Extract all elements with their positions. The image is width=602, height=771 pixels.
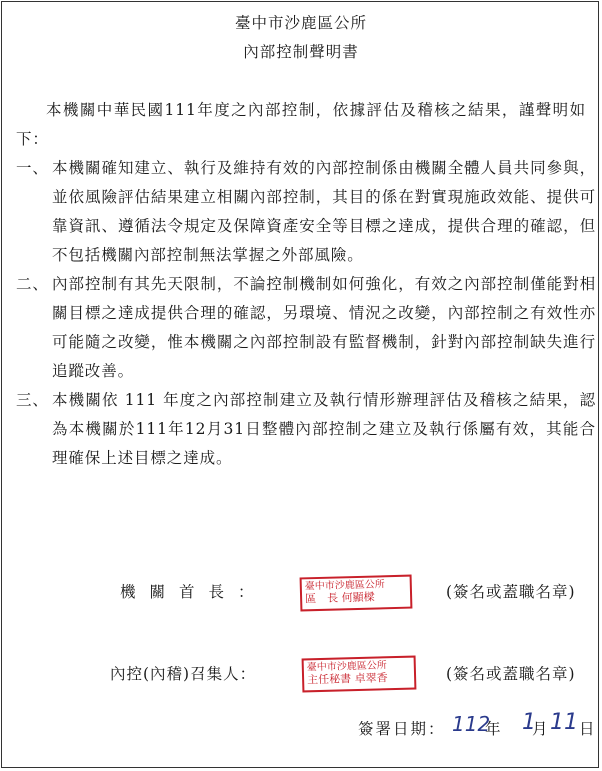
year-unit: 年 <box>485 720 501 738</box>
signature-note: (簽名或蓋職名章) <box>446 665 576 683</box>
statement-item-1 <box>16 154 596 270</box>
signature-note: (簽名或蓋職名章) <box>446 583 576 601</box>
agency-head-stamp <box>300 575 413 612</box>
intro-paragraph: 本機關中華民國111年度之內部控制，依據評估及稽核之結果，謹聲明如下： <box>16 101 586 148</box>
item-number: 一、 <box>16 159 49 177</box>
document-title: 內部控制聲明書 <box>243 43 359 61</box>
agency-head-label: 機關首長： <box>120 583 268 601</box>
stamp-line: 臺中市沙鹿區公所 <box>306 660 387 674</box>
statement-item-2 <box>16 270 596 386</box>
statement-document <box>1 1 599 768</box>
item-number: 三、 <box>16 391 49 409</box>
item-text: 內部控制有其先天限制，不論控制機制如何強化，有效之內部控制僅能對相關目標之達成提供合理的確認，另環境、情況之改變，內部控制之有效性亦可能隨之改變，惟本機關之內部控制設有監督機制，針對內部控制缺失進行追蹤改善。 <box>52 275 596 380</box>
statement-item-3 <box>16 386 596 473</box>
stamp-line: 區 長 何顯樑 <box>304 590 375 606</box>
convener-label: 內控(內稽)召集人： <box>110 665 257 683</box>
stamp-line: 主任秘書 卓翠香 <box>306 671 388 687</box>
stamp-line: 臺中市沙鹿區公所 <box>304 579 385 593</box>
signing-date-label: 簽署日期： <box>358 720 446 738</box>
item-number: 二、 <box>16 275 49 293</box>
office-name: 臺中市沙鹿區公所 <box>234 14 367 32</box>
handwritten-month: 1 <box>522 710 536 735</box>
day-unit: 日 <box>579 720 595 738</box>
item-text: 本機關確知建立、執行及維持有效的內部控制係由機關全體人員共同參與，並依風險評估結果建立相關內部控制，其目的係在對實現施政效能、提供可靠資訊、遵循法令規定及保障資產安全等目標之達成，提供合理的確認，但不包括機關內部控制無法掌握之外部風險。 <box>52 159 596 264</box>
month-unit: 月 <box>532 720 548 738</box>
item-text: 本機關依 111 年度之內部控制建立及執行情形辦理評估及稽核之結果，認為本機關於111年12月31日整體內部控制之建立及執行係屬有效，其能合理確保上述目標之達成。 <box>52 391 596 467</box>
handwritten-day: 11 <box>550 710 578 735</box>
convener-stamp <box>302 656 417 693</box>
handwritten-year: 112 <box>452 712 491 736</box>
